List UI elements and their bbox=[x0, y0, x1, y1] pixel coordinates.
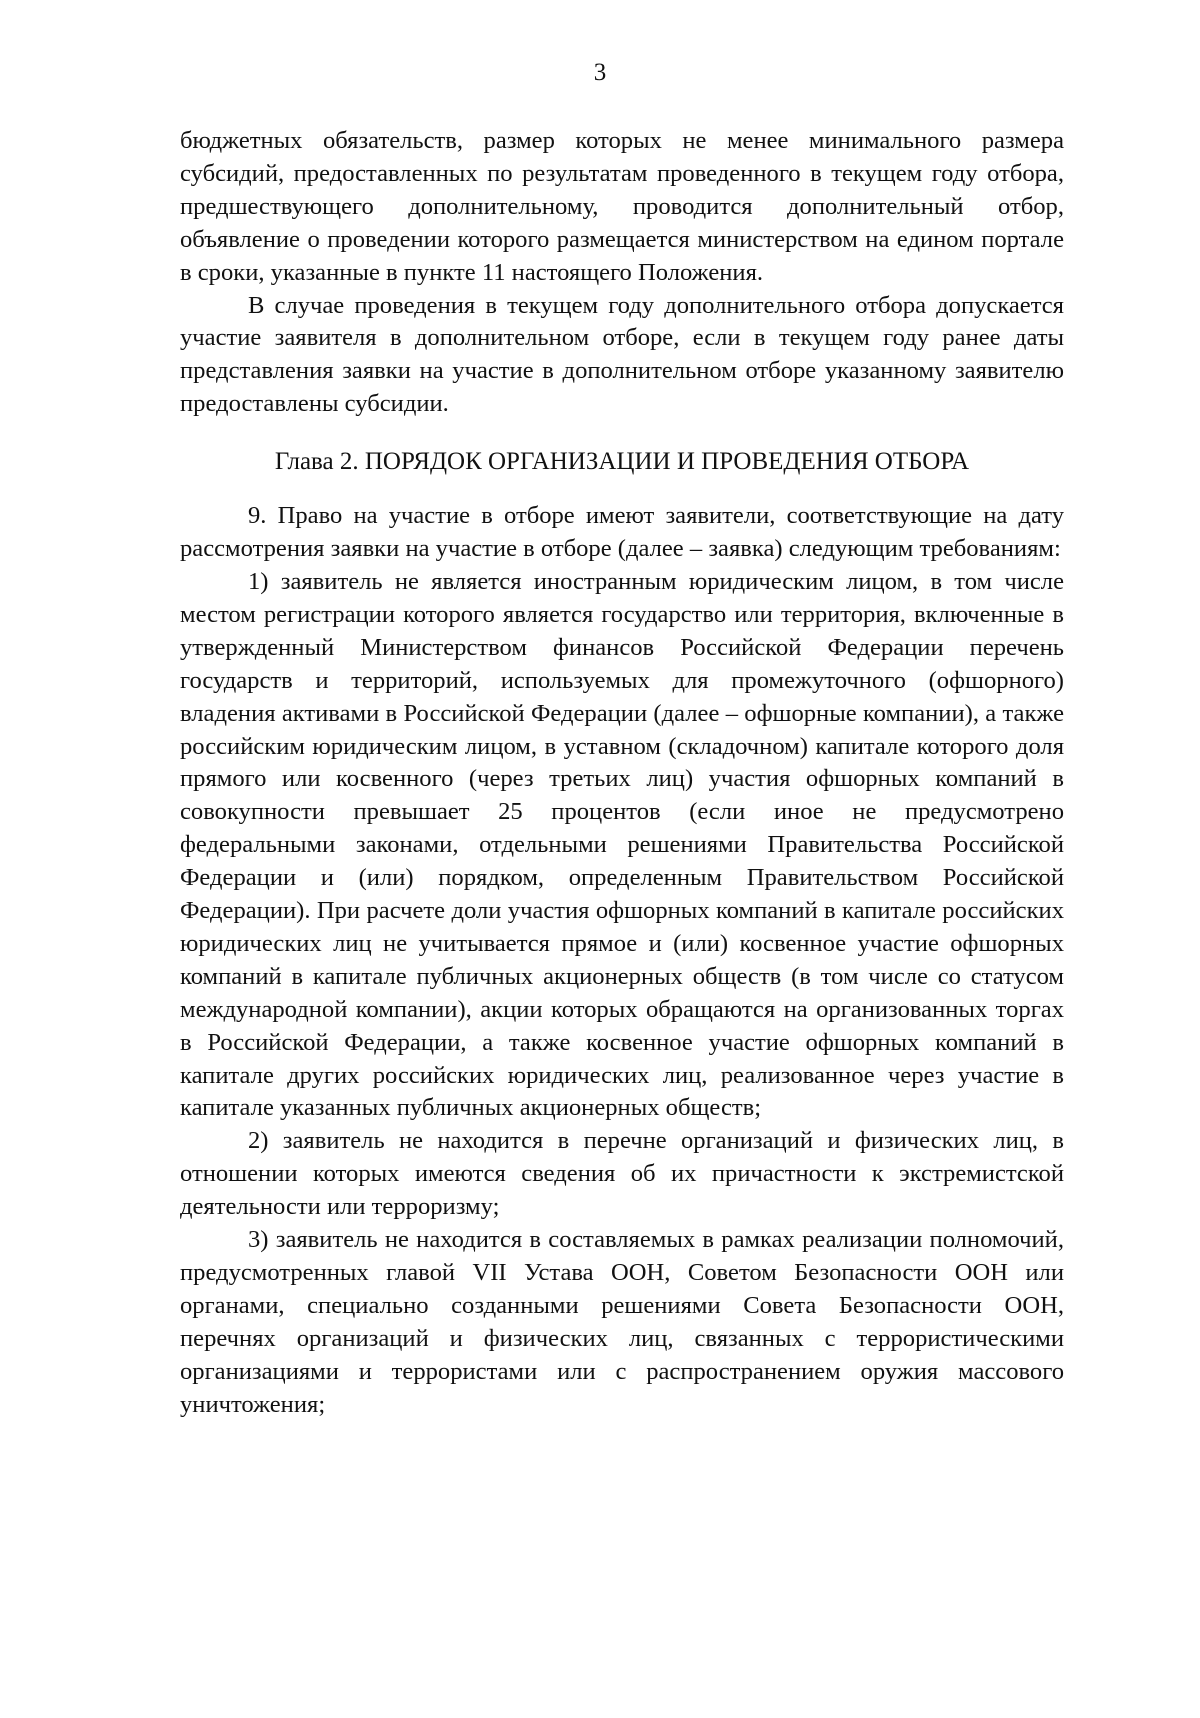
paragraph-additional-selection: В случае проведения в текущем году дополнительного отбора допускается участие заявителя в дополнительном отборе, если в текущем году ранее даты представления заявки на участие в дополнительном отборе указанному заявителю предоставлены субсидии. bbox=[180, 291, 1064, 418]
paragraph-subitem-3: 3) заявитель не находится в составляемых в рамках реализации полномочий, предусмотренных главой VII Устава ООН, Советом Безопасности ООН или органами, специально созданными решениями Совета Безопасности ООН, перечнях организаций и физических лиц, связанных с террористическими организациями и террористами или с распространением оружия массового уничтожения; bbox=[180, 1226, 1064, 1418]
document-body bbox=[180, 125, 1064, 1422]
paragraph-subitem-2: 2) заявитель не находится в перечне организаций и физических лиц, в отношении которых имеются сведения об их причастности к экстремистской деятельности или терроризму; bbox=[180, 1127, 1064, 1221]
paragraph-subitem-1: 1) заявитель не является иностранным юридическим лицом, в том числе местом регистрации которого является государство или территория, включенные в утвержденный Министерством финансов Российской Федерации перечень государств и территорий, используемых для промежуточного (офшорного) владения активами в Российской Федерации (далее – офшорные компании), а также российским юридическим лицом, в уставном (складочном) капитале которого доля прямого или косвенного (через третьих лиц) участия офшорных компаний в совокупности превышает 25 процентов (если иное не предусмотрено федеральными законами, отдельными решениями Правительства Российской Федерации и (или) порядком, определенным Правительством Российской Федерации). При расчете доли участия офшорных компаний в капитале российских юридических лиц не учитывается прямое и (или) косвенное участие офшорных компаний в капитале публичных акционерных обществ (в том числе со статусом международной компании), акции которых обращаются на организованных торгах в Российской Федерации, а также косвенное участие офшорных компаний в капитале других российских юридических лиц, реализованное через участие в капитале указанных публичных акционерных обществ; bbox=[180, 567, 1064, 1122]
page-number: 3 bbox=[593, 59, 607, 86]
chapter-title: Глава 2. ПОРЯДОК ОРГАНИЗАЦИИ И ПРОВЕДЕНИЯ ОТБОРА bbox=[274, 448, 970, 476]
paragraph-continuation: бюджетных обязательств, размер которых не менее минимального размера субсидий, предоставленных по результатам проведенного в текущем году отбора, предшествующего дополнительному, проводится дополнительный отбор, объявление о проведении которого размещается министерством на едином портале в сроки, указанные в пункте 11 настоящего Положения. bbox=[180, 127, 1064, 286]
paragraph-item-9: 9. Право на участие в отборе имеют заявители, соответствующие на дату рассмотрения заявки на участие в отборе (далее – заявка) следующим требованиям: bbox=[180, 502, 1064, 563]
